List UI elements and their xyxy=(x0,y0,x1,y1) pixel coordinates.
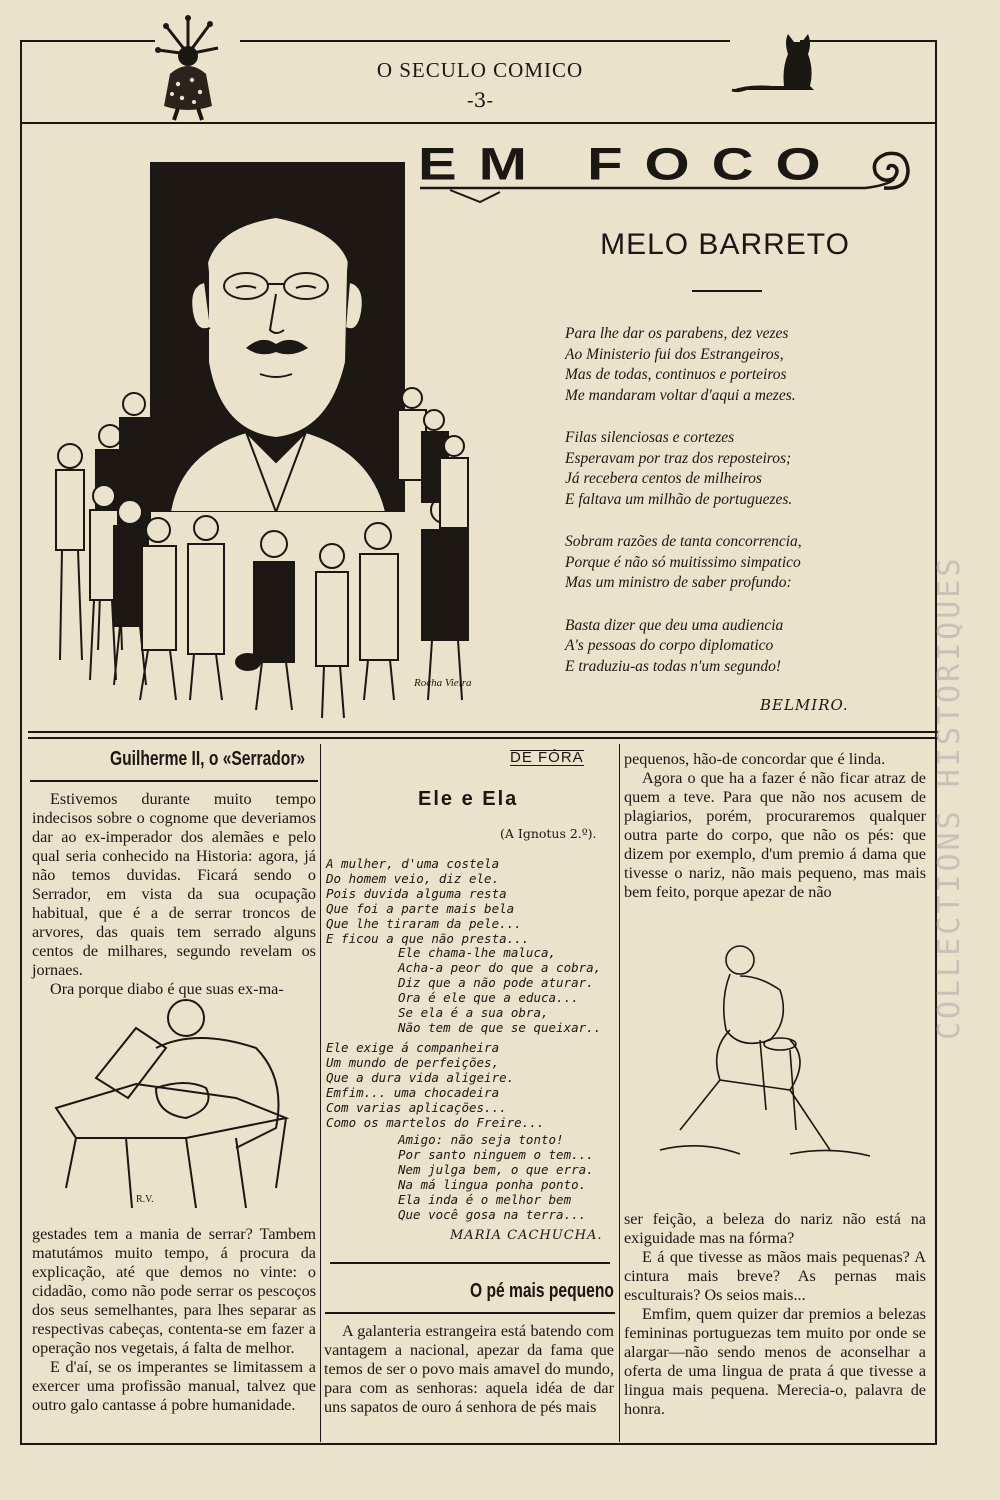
poem-line: Com varias aplicações... xyxy=(326,1100,507,1115)
subject-name: MELO BARRETO xyxy=(600,228,850,261)
page-border-bottom xyxy=(20,1443,937,1445)
poem-stanza-2 xyxy=(398,945,618,1035)
cat-silhouette-icon xyxy=(728,28,818,98)
paragraph: Emfim, quem quizer dar premios a belezas femininas portuguezas tem muito por onde se alargar—não sendo menos de aconselhar a oferta de uma lingua de prata á que tivesse a lingua mais pequena. Merecia-o, palavra de honra. xyxy=(624,1305,926,1418)
poem-line: Me mandaram voltar d'aqui a mezes. xyxy=(565,386,796,404)
masthead-title: O SECULO COMICO xyxy=(376,58,584,82)
article-title-serrador: Guilherme II, o «Serrador» xyxy=(110,748,306,770)
page-border-left xyxy=(20,40,22,1445)
poem-line: Acha-a peor do que a cobra, xyxy=(398,960,602,975)
poem-line: E traduziu-as todas n'um segundo! xyxy=(565,657,782,675)
poem-line: Que você gosa na terra... xyxy=(398,1207,587,1222)
poem-line: E ficou a que não presta... xyxy=(326,931,530,946)
poem-line: Mas de todas, continuos e porteiros xyxy=(565,366,787,383)
kicker-de-fora: DE FÓRA xyxy=(510,749,584,766)
poem-line: Não tem de que se queixar.. xyxy=(398,1020,602,1035)
poem-line: Ele chama-lhe maluca, xyxy=(398,945,557,960)
page-number: -3- xyxy=(466,88,494,112)
cartoon-signature: R.V. xyxy=(136,1194,154,1205)
pe-mais-pequeno-text xyxy=(324,1322,614,1417)
paragraph: E d'aí, se os imperantes se limitassem a exercer uma profissão manual, talvez que outro galo cantasse á pobre humanidade. xyxy=(32,1358,316,1414)
poem-line: Na má lingua ponha ponto. xyxy=(398,1177,587,1192)
poem-line: Esperavam por traz dos reposteiros; xyxy=(565,449,792,467)
woodcutter-cartoon xyxy=(36,988,306,1216)
paragraph: pequenos, hão-de concordar que é linda. xyxy=(624,750,886,768)
poem-author-signature: MARIA CACHUCHA. xyxy=(450,1228,603,1243)
poem-stanza xyxy=(565,532,895,594)
paragraph: A galanteria estrangeira está batendo com vantagem a nacional, apezar da fama que temos de ser o povo mais amavel do mundo, para com as senhoras: aquela idéa de dar uns sapatos de ouro á senhora de pés mais xyxy=(324,1322,614,1416)
column-divider-2 xyxy=(619,744,620,1442)
paragraph: Estivemos durante muito tempo indecisos sobre o cognome que deveriamos dar ao ex-imperador dos alemães e pelo qual seria conhecido na Historia: agora, já não temos duvidas. Ficará sendo o Serrador, em vista da sua ocupação habitual, que é a de serrar troncos de arvores, das quais tem serrado alguns centos de milhares, segundo revelam os jornaes. xyxy=(32,790,316,979)
poem-line: Por santo ninguem o tem... xyxy=(398,1147,594,1162)
subject-divider xyxy=(692,290,762,292)
poem-line: Que foi a parte mais bela xyxy=(326,901,515,916)
poem-line: E faltava um milhão de portuguezes. xyxy=(565,490,793,508)
poem-line: Diz que a não pode aturar. xyxy=(398,975,594,990)
poem-stanza xyxy=(565,428,895,510)
spiral-ornament-icon xyxy=(862,144,914,196)
paragraph: Ora porque diabo é que suas ex-ma- xyxy=(50,980,284,998)
poem-line: Do homem veio, diz ele. xyxy=(326,871,500,886)
poem-line: Ele exige á companheira xyxy=(326,1040,500,1055)
section-rule-1 xyxy=(28,731,938,733)
article-title-rule xyxy=(30,780,318,782)
poem-line: Amigo: não seja tonto! xyxy=(398,1132,564,1147)
poem-line: Já recebera centos de milheiros xyxy=(565,470,762,487)
serrador-text-bottom xyxy=(32,1225,316,1415)
banner-flourish-icon xyxy=(420,180,910,216)
poem-line: Filas silenciosas e cortezes xyxy=(565,429,735,446)
poem-line: Que a dura vida aligeire. xyxy=(326,1070,515,1085)
seated-woman-illustration xyxy=(640,940,890,1190)
poem-line: Ao Ministerio fui dos Estrangeiros, xyxy=(565,345,784,363)
serrador-text-top xyxy=(32,790,316,999)
poem-line: Mas um ministro de saber profundo: xyxy=(565,574,792,591)
masthead-rule-right xyxy=(800,40,935,42)
feature-poem xyxy=(565,324,895,699)
illustrator-signature: Rocha Vieira xyxy=(414,677,472,689)
poem-line: Que lhe tiraram da pele... xyxy=(326,916,522,931)
crowd-illustration xyxy=(34,380,544,720)
poem-stanza-3 xyxy=(326,1040,616,1130)
poem-line: Como os martelos do Freire... xyxy=(326,1115,545,1130)
column-divider-1 xyxy=(320,744,321,1442)
poem-line: Pois duvida alguma resta xyxy=(326,886,507,901)
article-title-rule-2 xyxy=(325,1312,615,1314)
poem-line: Nem julga bem, o que erra. xyxy=(398,1162,594,1177)
poem-line: Basta dizer que deu uma audiencia xyxy=(565,616,784,634)
poem-line: Ela inda é o melhor bem xyxy=(398,1192,572,1207)
masthead-rule-top xyxy=(240,40,730,42)
poem-title-ele-e-ela: Ele e Ela xyxy=(418,788,519,810)
poem-line: A's pessoas do corpo diplomatico xyxy=(565,637,774,654)
masthead-rule-left xyxy=(20,40,155,42)
paragraph: ser feição, a beleza do nariz não está na exiguidade mas na fórma? xyxy=(624,1210,926,1247)
poem-stanza-4 xyxy=(398,1132,618,1222)
column-3-text-top xyxy=(624,750,926,902)
paragraph: E á que tivesse as mãos mais pequenas? A cintura mais breve? As pernas mais esculturais? Os seios mais... xyxy=(624,1248,926,1304)
section-banner: EM FOCO xyxy=(418,138,843,190)
poem-line: Ora é ele que a educa... xyxy=(398,990,579,1005)
archive-stamp: COLLECTIONS HISTORIQUES xyxy=(932,555,967,1040)
section-rule-2 xyxy=(28,737,938,739)
column-3-text-bottom xyxy=(624,1210,926,1419)
poem-line: Um mundo de perfeições, xyxy=(326,1055,500,1070)
poem-line: Emfim... uma chocadeira xyxy=(326,1085,500,1100)
article-title-pe-mais-pequeno: O pé mais pequeno xyxy=(470,1280,614,1302)
poem-signature: BELMIRO. xyxy=(760,696,849,714)
poem-stanza-1 xyxy=(326,856,616,946)
poem-line: A mulher, d'uma costela xyxy=(326,856,500,871)
poem-line: Sobram razões de tanta concorrencia, xyxy=(565,533,802,550)
column-2-divider xyxy=(330,1262,610,1264)
poem-stanza xyxy=(565,616,895,678)
poem-line: Porque é não só muitissimo simpatico xyxy=(565,553,801,571)
pincushion-doll-icon xyxy=(148,14,228,124)
poem-line: Para lhe dar os parabens, dez vezes xyxy=(565,325,789,342)
poem-line: Se ela é a sua obra, xyxy=(398,1005,549,1020)
paragraph: gestades tem a mania de serrar? Tambem matutámos muito tempo, á procura da explicação, até que demos no vinte: o cidadão, como não pode serrar os pescoços dos seus semelhantes, para lhes separar as respectivas cabeças, contenta-se em fazer a operação nos vegetais, á falta de melhor. xyxy=(32,1225,316,1357)
paragraph: Agora o que ha a fazer é não ficar atraz de quem a teve. Para que não nos acusem de plagiarios, porém, procuraremos qualquer outra parte do corpo, que não os pés: que dizem por exemplo, d'um premio á dama que tivesse o nariz, não mais pequeno, mas mais bem feito, porque apezar de não xyxy=(624,769,926,901)
poem-stanza xyxy=(565,324,895,406)
poem-dedication: (A Ignotus 2.º). xyxy=(500,826,597,841)
